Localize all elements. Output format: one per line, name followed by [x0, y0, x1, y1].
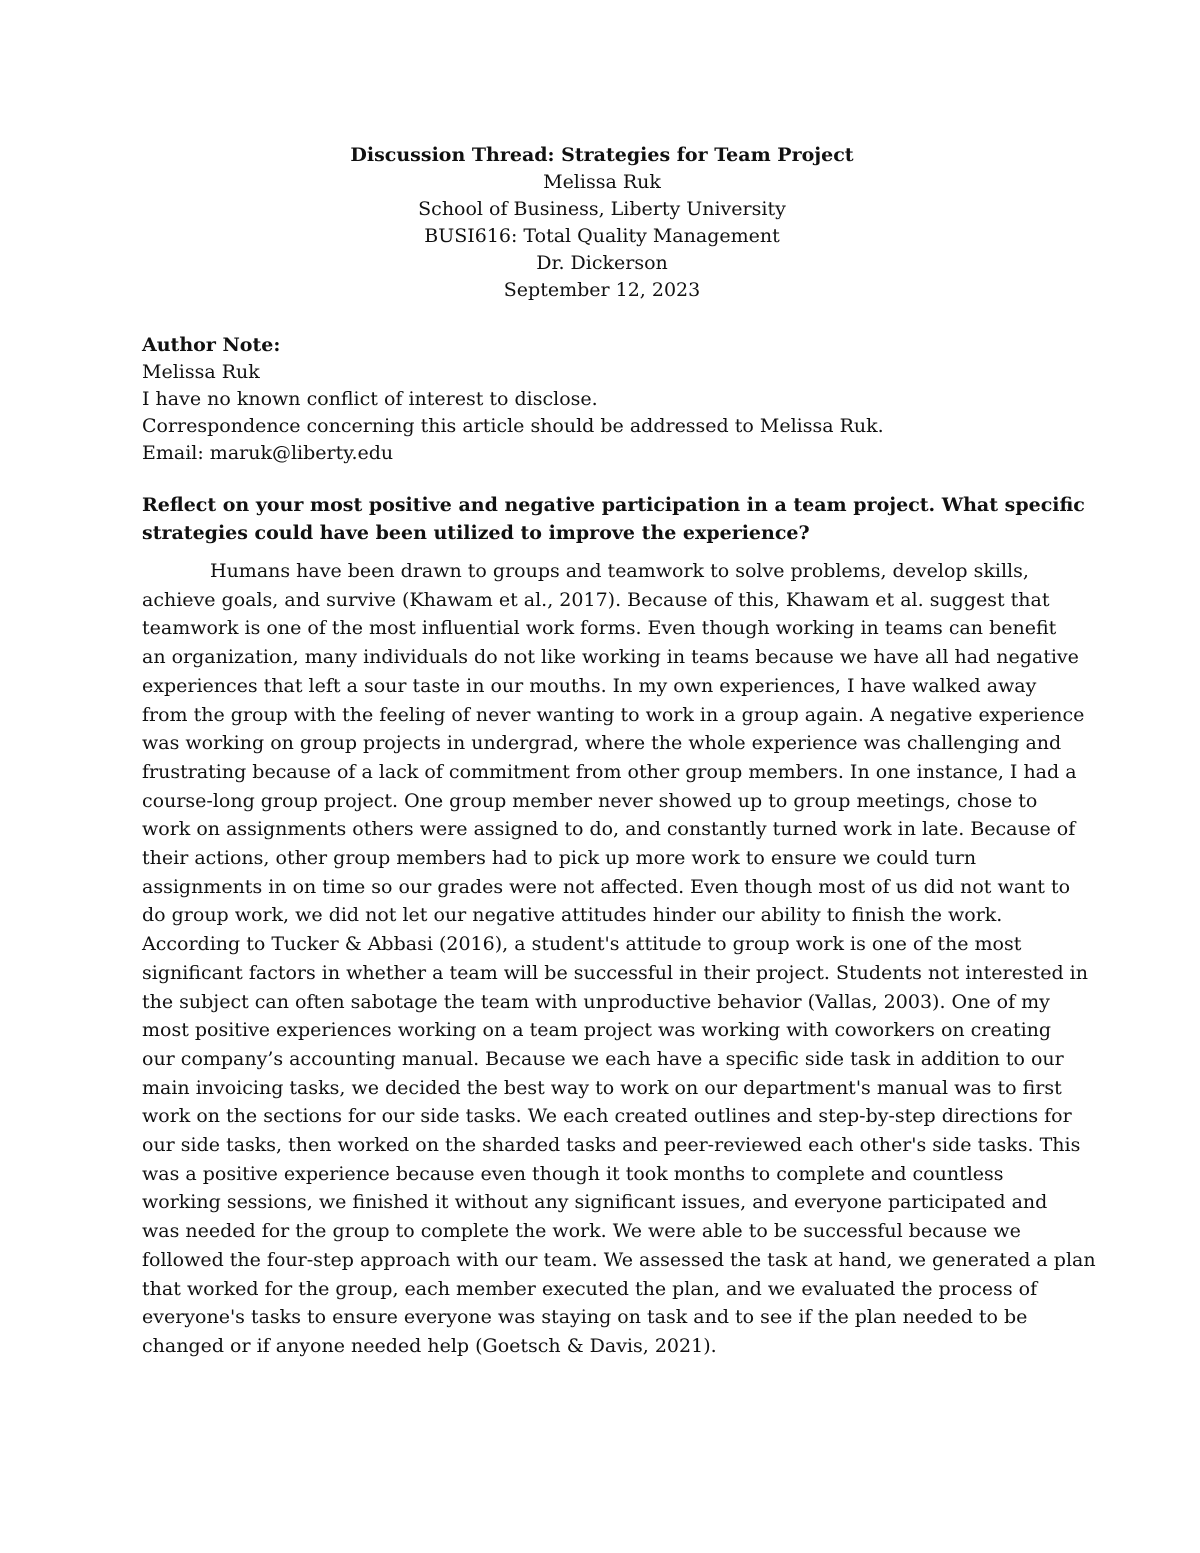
- body-line: followed the four-step approach with our team. We assessed the task at hand, we generated a plan: [142, 1248, 1096, 1271]
- body-line: teamwork is one of the most influential work forms. Even though working in teams can benefit: [142, 617, 1057, 640]
- body-line: was working on group projects in undergrad, where the whole experience was challenging and: [142, 732, 1062, 755]
- title-block: [142, 142, 1062, 304]
- affiliation: School of Business, Liberty University: [418, 198, 786, 220]
- body-paragraph: [142, 557, 1096, 1361]
- body-line: the subject can often sabotage the team with unproductive behavior (Vallas, 2003). One of my: [142, 990, 1050, 1013]
- body-line: was needed for the group to complete the work. We were able to be successful because we: [142, 1220, 1021, 1243]
- body-line: changed or if anyone needed help (Goetsch & Davis, 2021).: [142, 1334, 717, 1357]
- body-line: from the group with the feeling of never wanting to work in a group again. A negative experience: [142, 703, 1085, 726]
- body-line: everyone's tasks to ensure everyone was staying on task and to see if the plan needed to be: [142, 1306, 1028, 1329]
- prompt-line: Reflect on your most positive and negative participation in a team project. What specific: [142, 494, 1085, 516]
- author-note-line: I have no known conflict of interest to disclose.: [142, 388, 598, 410]
- author-note-line: Melissa Ruk: [142, 361, 260, 383]
- body-line: work on assignments others were assigned to do, and constantly turned work in late. Because of: [142, 818, 1076, 841]
- body-line: course-long group project. One group member never showed up to group meetings, chose to: [142, 789, 1038, 812]
- body-line: assignments in on time so our grades were not affected. Even though most of us did not want to: [142, 875, 1071, 898]
- body-line: achieve goals, and survive (Khawam et al., 2017). Because of this, Khawam et al. suggest that: [142, 588, 1050, 611]
- body-line: main invoicing tasks, we decided the best way to work on our department's manual was to first: [142, 1076, 1062, 1099]
- author-note-line: Email: maruk@liberty.edu: [142, 442, 394, 464]
- author-note-line: Correspondence concerning this article should be addressed to Melissa Ruk.: [142, 415, 884, 437]
- body-line: most positive experiences working on a team project was working with coworkers on creating: [142, 1019, 1052, 1042]
- prompt-line: strategies could have been utilized to improve the experience?: [142, 522, 810, 544]
- body-line: working sessions, we finished it without any significant issues, and everyone participated and: [142, 1191, 1048, 1214]
- body-line: their actions, other group members had to pick up more work to ensure we could turn: [142, 847, 977, 870]
- document-date: September 12, 2023: [503, 279, 701, 301]
- body-line: frustrating because of a lack of commitment from other group members. In one instance, I had a: [142, 760, 1077, 783]
- body-line: Humans have been drawn to groups and teamwork to solve problems, develop skills,: [210, 560, 1029, 582]
- body-line: do group work, we did not let our negative attitudes hinder our ability to finish the work.: [142, 904, 1003, 927]
- body-line: was a positive experience because even though it took months to complete and countless: [142, 1162, 1004, 1185]
- discussion-prompt: [142, 491, 1085, 547]
- author-note: [142, 332, 1062, 467]
- course-name: BUSI616: Total Quality Management: [424, 225, 780, 247]
- body-line: that worked for the group, each member executed the plan, and we evaluated the process of: [142, 1277, 1038, 1300]
- body-line: experiences that left a sour taste in our mouths. In my own experiences, I have walked away: [142, 674, 1037, 697]
- document-title: Discussion Thread: Strategies for Team Project: [350, 144, 854, 166]
- body-line: significant factors in whether a team will be successful in their project. Students not interested in: [142, 961, 1088, 984]
- body-line: our company’s accounting manual. Because we each have a specific side task in addition to our: [142, 1047, 1064, 1070]
- body-line: According to Tucker & Abbasi (2016), a student's attitude to group work is one of the most: [142, 933, 1022, 956]
- author-note-heading: Author Note:: [142, 334, 281, 356]
- author-name: Melissa Ruk: [543, 171, 661, 193]
- body-line: work on the sections for our side tasks. We each created outlines and step-by-step directions for: [142, 1105, 1072, 1128]
- body-line: our side tasks, then worked on the sharded tasks and peer-reviewed each other's side tasks. This: [142, 1134, 1081, 1157]
- instructor-name: Dr. Dickerson: [536, 252, 668, 274]
- document-page: [142, 142, 1096, 1361]
- body-line: an organization, many individuals do not like working in teams because we have all had negative: [142, 646, 1079, 669]
